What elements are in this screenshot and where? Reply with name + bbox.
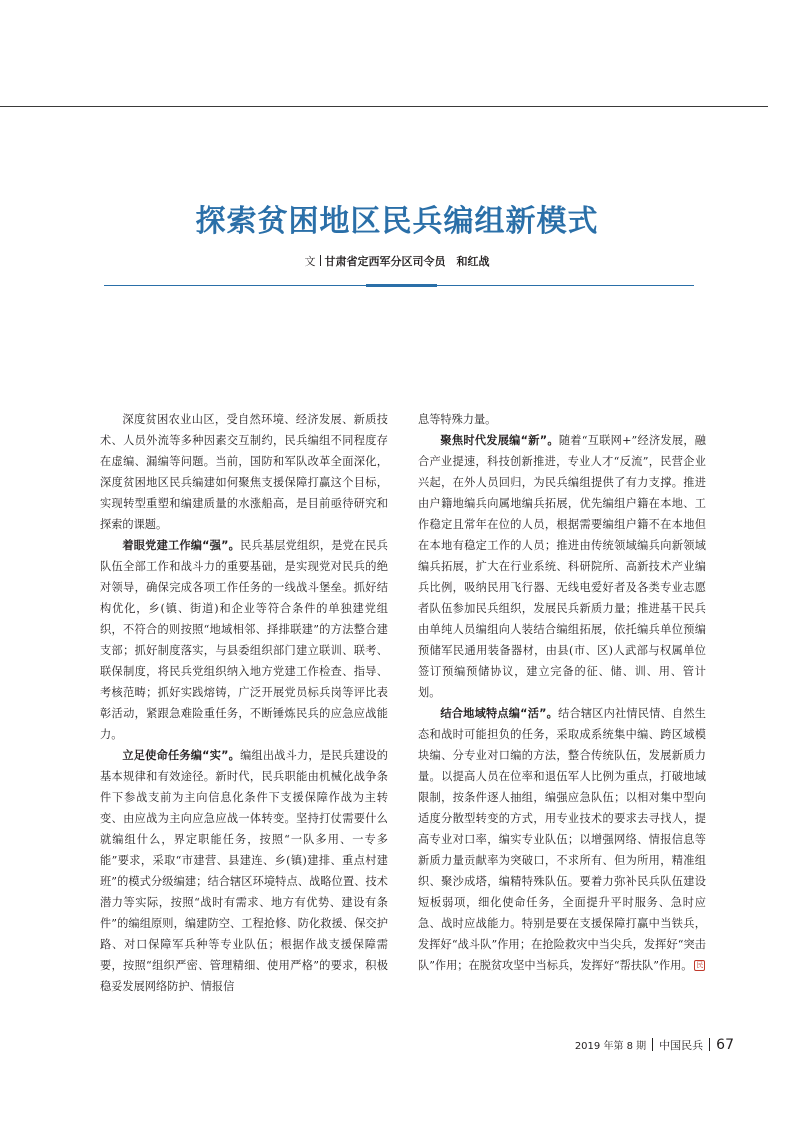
section-heading: 着眼党建工作编“强”。 <box>122 539 241 552</box>
intro-paragraph: 深度贫困农业山区，受自然环境、经济发展、新质技术、人员外流等多种因素交互制约，民兵编组不同程度存在虚编、漏编等问题。当前，国防和军队改革全面深化，深度贫困地区民兵编建如何聚焦支援保障打赢这个目标，实现转型重塑和编建质量的水涨船高，是目前亟待研究和探索的课题。 <box>100 413 388 531</box>
byline-wen: 文 <box>304 255 316 268</box>
section-heading: 立足使命任务编“实”。 <box>122 749 241 762</box>
byline <box>0 253 794 269</box>
section-mission <box>100 745 388 997</box>
section-heading: 结合地域特点编“活”。 <box>440 707 559 720</box>
page-footer <box>575 1034 734 1053</box>
section-body: 结合辖区内社情民情、自然生态和战时可能担负的任务，采取成系统集中编、跨区域模块编、分专业对口编的方法，整合传统队伍，发展新质力量。以提高人员在位率和退伍军人比例为重点，打破地域限制，按条件逐人抽组，编强应急队伍；以相对集中型向适度分散型转变的方式，用专业技术的要求去寻找人，提高专业对口率，编实专业队伍；以增强网络、情报信息等新质力量贡献率为突破口，不求所有、但为所用，精准组织、聚沙成塔，编精特殊队伍。要着力弥补民兵队伍建设短板弱项，细化使命任务，全面提升平时服务、急时应急、战时应战能力。特别是要在支援保障打赢中当铁兵，发挥好“战斗队”作用；在抢险救灾中当尖兵，发挥好“突击队”作用；在脱贫攻坚中当标兵，发挥好“帮扶队”作用。 <box>418 707 706 972</box>
section-regional <box>418 703 706 976</box>
continued-paragraph: 息等特殊力量。 <box>418 413 497 426</box>
byline-separator <box>320 255 321 266</box>
byline-author: 甘肃省定西军分区司令员 和红战 <box>324 255 490 268</box>
right-column <box>418 409 706 976</box>
section-body: 民兵基层党组织，是党在民兵队伍全部工作和战斗力的重要基础，是实现党对民兵的绝对领导，确保完成各项工作任务的一线战斗堡垒。抓好结构优化，乡(镇、街道)和企业等符合条件的单独建党组织，不符合的则按照“地域相邻、择排联建”的方法整合建支部；抓好制度落实，与县委组织部门建立联训、联考、联保制度，将民兵党组织纳入地方党建工作检查、指导、考核范畴；抓好实践熔铸，广泛开展党员标兵岗等评比表彰活动，紧跟急难险重任务，不断锤炼民兵的应急应战能力。 <box>100 539 388 741</box>
magazine-name: 中国民兵 <box>659 1039 704 1052</box>
section-era-development <box>418 430 706 703</box>
section-heading: 聚焦时代发展编“新”。 <box>440 434 559 447</box>
left-column <box>100 409 388 997</box>
page-number: 67 <box>716 1037 734 1053</box>
top-rule <box>0 106 768 107</box>
section-party-building <box>100 535 388 745</box>
footer-divider <box>709 1038 710 1051</box>
footer-divider <box>652 1038 653 1051</box>
title-rule-accent <box>366 284 437 287</box>
article-title: 探索贫困地区民兵编组新模式 <box>195 204 599 239</box>
section-body: 随着“互联网+”经济发展，融合产业提速，科技创新推进，专业人才“反流”，民营企业兴起，在外人员回归，为民兵编组提供了有力支撑。推进由户籍地编兵向属地编兵拓展，优先编组户籍在本地、工作稳定且常年在位的人员，根据需要编组户籍不在本地但在本地有稳定工作的人员；推进由传统领域编兵向新领域编兵拓展，扩大在行业系统、科研院所、高新技术产业编兵比例，吸纳民用飞行器、无线电爱好者及各类专业志愿者队伍参加民兵组织，发展民兵新质力量；推进基干民兵由单纯人员编组向人装结合编组拓展，依托编兵单位预编预储军民通用装备器材，由县(市、区)人武部与权属单位签订预编预储协议，建立完备的征、储、训、用、管计划。 <box>418 434 706 699</box>
section-body: 编组出战斗力，是民兵建设的基本规律和有效途径。新时代，民兵职能由机械化战争条件下参战支前为主向信息化条件下支援保障作战为主转变、由应战为主向应急应战一体转变。坚持打仗需要什么就编组什么，界定职能任务，按照“一队多用、一专多能”要求，采取“市建营、县建连、乡(镇)建排、重点村建班”的模式分级编建；结合辖区环境特点、战略位置、技术潜力等实际，按照“战时有需求、地方有优势、建设有条件”的编组原则，编建防空、工程抢修、防化救援、保交护路、对口保障军兵种等专业队伍；根据作战支援保障需要，按照“组织严密、管理精细、使用严格”的要求，积极稳妥发展网络防护、情报信 <box>100 749 388 993</box>
issue-label: 2019 年第 8 期 <box>574 1041 647 1052</box>
end-mark-icon: 民 <box>696 961 704 969</box>
